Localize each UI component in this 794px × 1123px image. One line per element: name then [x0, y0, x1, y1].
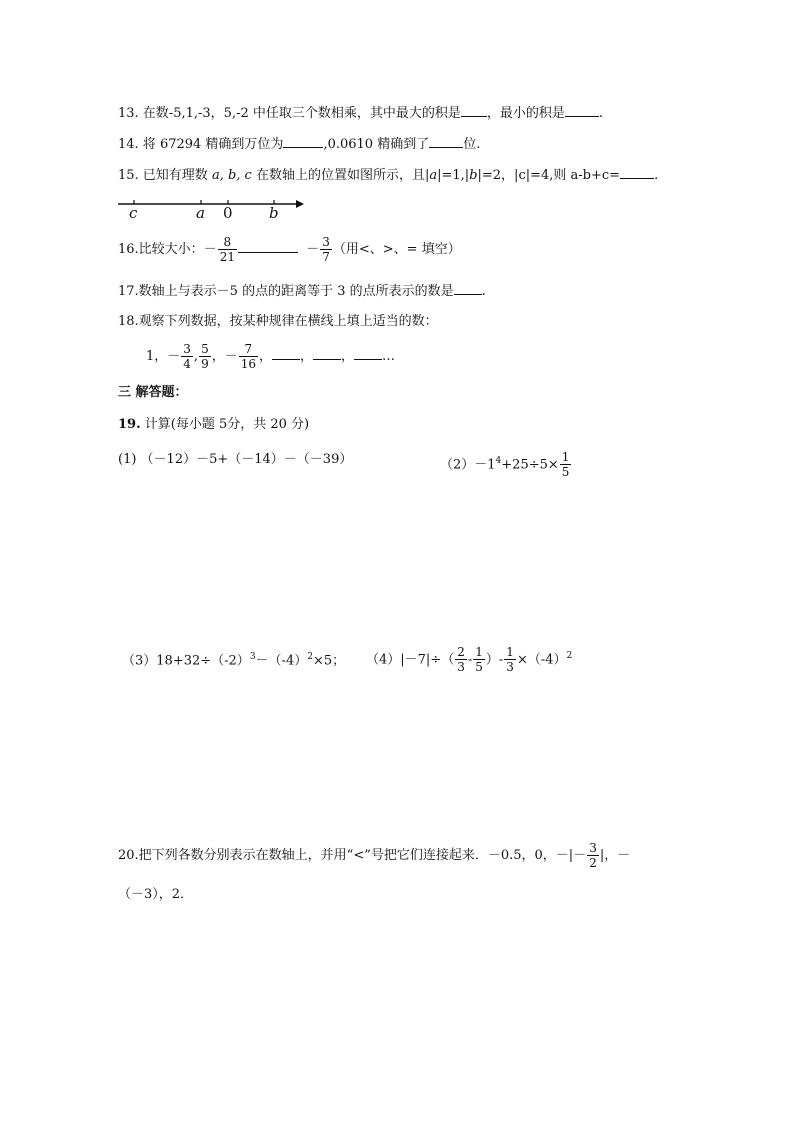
question-15: 15. 已知有理数 a, b, c 在数轴上的位置如图所示，且|a|=1,|b|=2，|c|=4,则 a-b+c= . [118, 168, 659, 183]
q13-blank-min[interactable] [565, 104, 599, 117]
fraction-1-3: $\frac{1}{3}$ [506, 645, 514, 675]
q18-sequence: 1，－ $\frac{3}{4}$ , $\frac{5}{9}$ ，－ $\frac{7}{16}$ ， ， ， … [146, 342, 396, 371]
q18-blank-3[interactable] [354, 347, 382, 360]
q19-part-3: $(3)18+32\div(-2)^3-(-4)^2\times 5$； [122, 652, 346, 669]
number-line-axis [118, 190, 308, 226]
question-14: 14. 将 67294 精确到万位为 ,0.0610 精确到了 位. [118, 137, 481, 152]
q16-blank[interactable] [238, 240, 298, 253]
number-line [118, 190, 308, 226]
label-b: b [269, 204, 279, 222]
q13-blank-max[interactable] [461, 104, 487, 117]
fraction-5-9: $\frac{5}{9}$ [201, 342, 209, 371]
q14-text: 14. 将 67294 精确到万位为 [118, 137, 284, 152]
question-18: 18.观察下列数据，按某种规律在横线上填上适当的数： [118, 314, 438, 329]
label-a: a [196, 204, 205, 222]
question-13: 13. 在数-5,1,-3，5,-2 中任取三个数相乘，其中最大的积是 ，最小的积是 . [118, 106, 604, 121]
q19-part-4: （4）|－7|÷（ $\frac{2}{3}$ - $\frac{1}{5}$ ）- $\frac{1}{3}$ $\times(-4)^2$ [366, 645, 573, 675]
question-20-line2: （－3），2． [118, 887, 194, 902]
fraction-8-21: $\frac{8}{21}$ [219, 235, 235, 264]
q18-blank-1[interactable] [272, 347, 300, 360]
q19-part-2: $(2)-1^4+25\div 5\times$ $\frac{1}{5}$ [440, 450, 570, 480]
label-c: c [129, 204, 138, 222]
question-20: 20.把下列各数分别表示在数轴上，并用“<”号把它们连接起来．－0.5，0，－|－ $\frac{3}{2}$ |，－ [118, 841, 631, 870]
section-title: 三 解答题： [118, 385, 188, 400]
fraction-3-4: $\frac{3}{4}$ [183, 342, 191, 371]
fraction-2-3: $\frac{2}{3}$ [457, 645, 465, 675]
question-17: 17.数轴上与表示－5 的点的距离等于 3 的点所表示的数是 . [118, 284, 486, 299]
fraction-7-16: $\frac{7}{16}$ [240, 342, 256, 371]
q17-blank[interactable] [454, 282, 482, 295]
question-16: 16.比较大小：－ $\frac{8}{21}$ － $\frac{3}{7}$ （用<、>、= 填空） [118, 235, 461, 264]
fraction-1-5: $\frac{1}{5}$ [561, 450, 570, 480]
q15-blank[interactable] [620, 166, 654, 179]
q19-part-1: (1) （－12）－5+（－14）－（－39） [118, 452, 353, 467]
q13-text: 13. 在数-5,1,-3，5,-2 中任取三个数相乘，其中最大的积是 [118, 106, 461, 121]
question-19-title: 19. 计算(每小题 5分，共 20 分) [118, 417, 310, 432]
fraction-1-5b: $\frac{1}{5}$ [475, 645, 483, 675]
fraction-3-2: $\frac{3}{2}$ [589, 841, 597, 870]
q14-blank-1[interactable] [283, 135, 323, 148]
q18-blank-2[interactable] [313, 347, 341, 360]
fraction-3-7: $\frac{3}{7}$ [322, 235, 330, 264]
q14-blank-2[interactable] [429, 135, 463, 148]
label-zero: 0 [223, 204, 233, 222]
